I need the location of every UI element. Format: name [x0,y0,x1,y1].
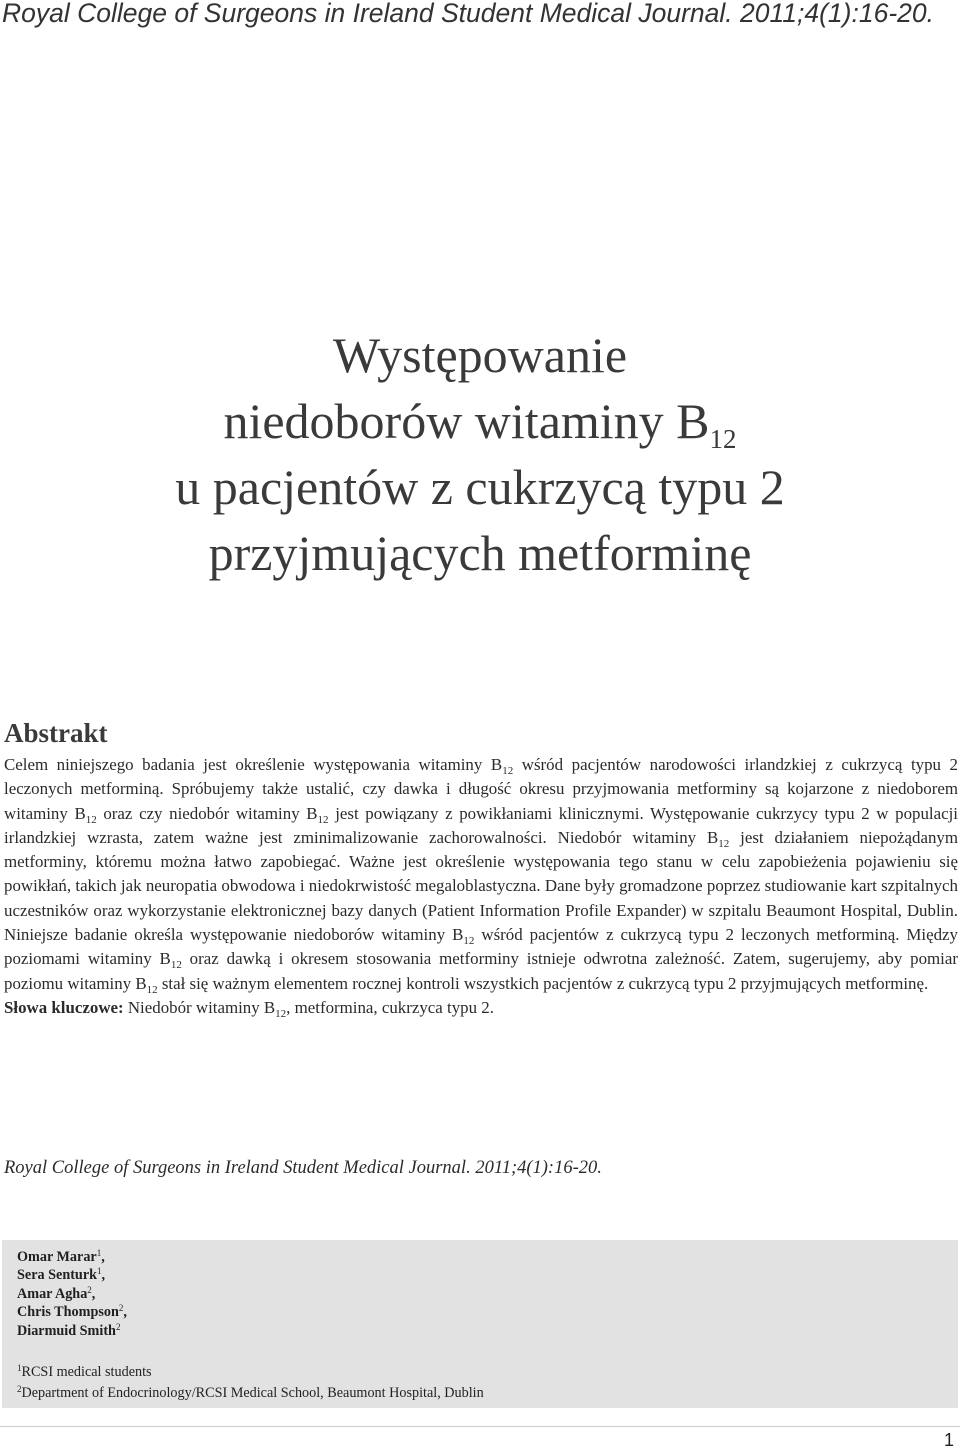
title-line-4: przyjmujących metforminę [208,525,752,581]
author [17,1266,958,1284]
subscript: 12 [463,935,475,948]
abstract-text: Celem niniejszego badania jest określenie występowania witaminy B [4,755,503,774]
author-separator: , [101,1267,106,1284]
author-separator: , [101,1249,105,1265]
author-affiliation-mark: 2 [87,1284,92,1295]
author-affiliation-mark: 2 [118,1303,124,1314]
affiliation [17,1362,958,1383]
author-name: Chris Thompson [17,1304,119,1321]
author [17,1322,958,1340]
author [17,1248,958,1266]
title-line-2-text: niedoborów witaminy B [223,393,710,449]
author-affiliation-mark: 1 [96,1248,102,1258]
author-name: Omar Marar [17,1249,97,1265]
abstract-text: stał się ważnym elementem rocznej kontroli wszystkich pacjentów z cukrzycą typu 2 przyjmujących metforminę. [157,973,929,993]
abstract-heading: Abstrakt [4,718,108,748]
author-separator: , [91,1285,96,1302]
author-list [17,1248,958,1340]
author-affiliation-mark: 1 [97,1266,102,1277]
abstract-text: wśród pacjentów narodowości irlandzkiej z cukrzycą typu 2 leczonych metforminą. Spróbujemy także ustalić, czy dawka i długość okresu przyjmowania metforminy są kojarzone z niedoborem witaminy B [4,755,958,823]
citation: Royal College of Surgeons in Ireland Student Medical Journal. 2011;4(1):16-20. [4,1158,602,1178]
subscript: 12 [170,959,182,972]
author [17,1285,958,1303]
abstract-text: oraz dawką i okresem stosowania metforminy istnieje odwrotna zależność. Zatem, sugerujemy, aby pomiar poziomu witaminy B [4,949,958,993]
subscript: 12 [146,983,158,996]
affiliation-mark: 1 [17,1363,22,1374]
keywords [4,996,958,1020]
subscript: 12 [317,813,329,826]
affiliation-mark: 2 [17,1384,22,1395]
authors-box [2,1240,958,1408]
abstract-text: wśród pacjentów z cukrzycą typu 2 leczonych metforminą. Między poziomami witaminy B [4,925,959,969]
journal-header: Royal College of Surgeons in Ireland Student Medical Journal. 2011;4(1):16-20. [2,0,934,28]
title-subscript: 12 [709,424,737,454]
author-name: Diarmuid Smith [17,1322,116,1339]
subscript: 12 [718,837,730,850]
subscript: 12 [85,813,97,826]
abstract-section [4,718,958,1020]
keywords-text: Niedobór witaminy B [123,997,276,1017]
author-separator: , [123,1304,127,1321]
affiliation-list [17,1362,958,1404]
article-title [0,322,960,586]
title-line-2 [0,388,960,454]
page-number: 1 [943,1430,954,1450]
author-name: Amar Agha [17,1285,88,1302]
affiliation-text: Department of Endocrinology/RCSI Medical School, Beaumont Hospital, Dublin [21,1385,484,1402]
footer-divider [0,1426,960,1427]
abstract-text: jest działaniem niepożądanym metforminy, któremu można łatwo zapobiegać. Ważne jest określenie występowania tego stanu w celu zapobieżenia pojawieniu się powikłań, takich jak neuropatia obwodowa i niedokrwistość megaloblastyczna. Dane były gromadzone poprzez studiowanie kart szpitalnych uczestników oraz wykorzystanie elektronicznej bazy danych (Patient Information Profile Expander) w szpitalu Beaumont Hospital, Dublin. Niniejsze badanie określa występowanie niedoborów witaminy B [4,827,958,945]
affiliation [17,1383,958,1404]
title-line-3: u pacjentów z cukrzycą typu 2 [175,459,785,515]
subscript: 12 [502,765,514,777]
author-affiliation-mark: 2 [115,1321,121,1332]
title-line-1: Występowanie [332,327,628,383]
subscript: 12 [275,1007,287,1020]
abstract-body [4,753,958,996]
affiliation-text: RCSI medical students [21,1364,152,1381]
keywords-text: , metformina, cukrzyca typu 2. [286,997,494,1017]
abstract-text: oraz czy niedobór witaminy B [96,803,318,823]
keywords-label: Słowa kluczowe: [4,997,124,1017]
author-name: Sera Senturk [17,1267,98,1284]
abstract-text: jest powiązany z powikłaniami klinicznymi. Występowanie cukrzycy typu 2 w populacji irlandzkiej wzrasta, zatem ważne jest zminimalizowanie zachorowalności. Niedobór witaminy B [4,803,958,847]
author [17,1303,958,1321]
